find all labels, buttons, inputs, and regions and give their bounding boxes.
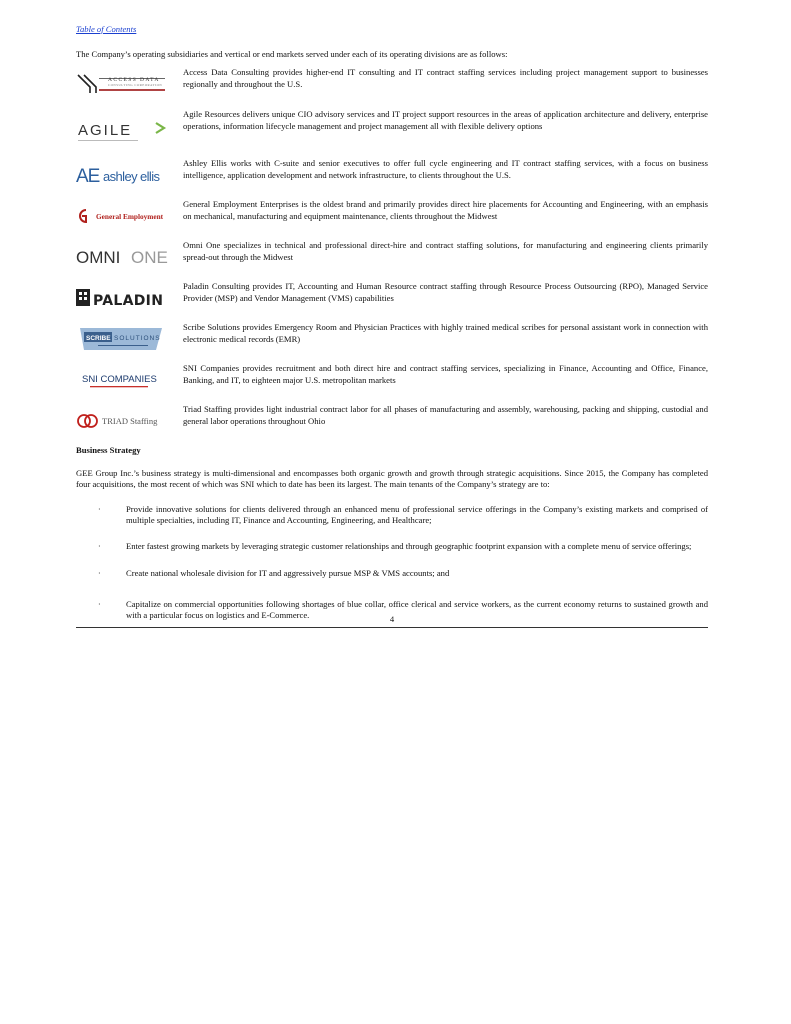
access-data-logo-mark xyxy=(76,73,166,95)
general-employment-logo xyxy=(76,199,183,233)
bullet-text: Create national wholesale division for IT and aggressively pursue MSP & VMS accounts; and xyxy=(126,567,450,578)
access-data-logo xyxy=(76,67,183,101)
bullet-text: Capitalize on commercial opportunities following shortages of blue collar, office clerical and service workers, as the current economy returns to sustained growth and with a particular focus on logistics and E-Commerce. xyxy=(126,598,708,621)
sni-logo-text: SNI COMPANIES xyxy=(82,374,157,386)
triad-staffing-logo-mark xyxy=(76,410,176,432)
subsidiary-general-employment xyxy=(76,199,708,233)
omni-logo-text: OMNI xyxy=(76,248,121,268)
access-data-logo-sub: CONSULTING CORPORATION xyxy=(108,83,163,88)
scribe-logo-text: SCRIBE xyxy=(86,335,111,343)
solutions-logo-text: SOLUTIONS xyxy=(114,335,161,343)
omni-one-logo xyxy=(76,240,183,274)
sni-companies-logo-mark xyxy=(76,369,176,391)
bullet-text: Enter fastest growing markets by leveraging strategic customer relationships and through geographic footprint expansion with a complete menu of service offerings; xyxy=(126,541,692,552)
triad-staffing-logo xyxy=(76,404,183,438)
scribe-solutions-description: Scribe Solutions provides Emergency Room and Physician Practices with highly trained medical scribes for personal assistant work in connection with electronic medical records (EMR) xyxy=(183,322,708,344)
document-page xyxy=(76,24,708,636)
ashley-ellis-logo-text: ashley ellis xyxy=(103,169,160,185)
sni-companies-description: SNI Companies provides recruitment and both direct hire and contract staffing services, specializing in Finance, Accounting and Office, Finance, Banking, and IT, to eighteen major U.S. metropolitan markets xyxy=(183,363,708,385)
agile-logo-text: AGILE xyxy=(78,122,133,140)
access-data-logo-text: ACCESS DATA xyxy=(108,77,160,84)
sni-companies-logo xyxy=(76,363,183,397)
subsidiary-ashley-ellis xyxy=(76,158,708,192)
general-employment-logo-mark xyxy=(76,205,176,227)
paladin-logo-text: PALADIN xyxy=(93,293,164,310)
intro-text: The Company’s operating subsidiaries and vertical or end markets served under each of its operating divisions are as follows: xyxy=(76,49,508,60)
ashley-ellis-logo-mark xyxy=(76,162,176,188)
scribe-solutions-logo xyxy=(76,322,183,356)
subsidiary-paladin xyxy=(76,281,708,315)
business-strategy-heading: Business Strategy xyxy=(76,445,141,456)
agile-logo-mark xyxy=(76,115,176,145)
bullet-marker: · xyxy=(98,568,101,578)
general-employment-description: General Employment Enterprises is the oldest brand and primarily provides direct hire placements for Accounting and Engineering, with an emphasis on mechanical, manufacturing and equipment maintenance, clients throughout the Midwest xyxy=(183,199,708,221)
subsidiary-access-data xyxy=(76,67,708,101)
paladin-description: Paladin Consulting provides IT, Accounting and Human Resource contract staffing through Resource Process Outsourcing (RPO), Managed Service Provider (MSP) and Vendor Management (VMS) capabilities xyxy=(183,281,708,303)
subsidiary-sni-companies xyxy=(76,363,708,397)
table-of-contents-link[interactable]: Table of Contents xyxy=(76,24,137,34)
one-logo-text: ONE xyxy=(131,248,168,268)
footer-divider xyxy=(76,627,708,628)
paladin-logo-mark xyxy=(76,286,176,310)
paladin-logo xyxy=(76,281,183,315)
page-number: 4 xyxy=(389,614,395,624)
triad-logo-text: TRIAD Staffing xyxy=(102,416,158,427)
agile-logo xyxy=(76,109,183,151)
ashley-ellis-logo-initials: AE xyxy=(76,166,100,188)
subsidiary-scribe-solutions xyxy=(76,322,708,356)
agile-description: Agile Resources delivers unique CIO advisory services and IT project support resources in the areas of application architecture and delivery, enterprise operations, information lifecycle management and project management all with flexible delivery options xyxy=(183,109,708,131)
bullet-marker: · xyxy=(98,599,101,609)
omni-one-description: Omni One specializes in technical and professional direct-hire and contract staffing solutions, for manufacturing and engineering clients primarily spread-out through the Midwest xyxy=(183,240,708,262)
triad-staffing-description: Triad Staffing provides light industrial contract labor for all phases of manufacturing and assembly, warehousing, packing and shipping, custodial and general labor operations throughout Ohio xyxy=(183,404,708,426)
scribe-solutions-logo-mark xyxy=(76,326,176,352)
bullet-marker: · xyxy=(98,505,101,515)
list-item xyxy=(98,568,708,579)
strategy-bullet-list xyxy=(76,504,708,621)
access-data-description: Access Data Consulting provides higher-end IT consulting and IT contract staffing services including project management support to businesses regionally and throughout the U.S. xyxy=(183,67,708,89)
general-employment-logo-text: General Employment xyxy=(96,212,164,222)
omni-one-logo-mark xyxy=(76,246,176,268)
bullet-text: Provide innovative solutions for clients delivered through an enhanced menu of professional service offerings in the Company’s existing markets and comprised of multiple specialties, including IT, Finance and Accounting, Engineering, and Healthcare; xyxy=(126,504,708,526)
subsidiary-triad-staffing xyxy=(76,404,708,438)
ashley-ellis-logo xyxy=(76,158,183,192)
ashley-ellis-description: Ashley Ellis works with C-suite and senior executives to offer full cycle engineering and IT contract staffing services, with a focus on business intelligence, application development and network infrastructure, to clients throughout the U.S. xyxy=(183,158,708,180)
subsidiary-omni-one xyxy=(76,240,708,274)
subsidiary-list xyxy=(76,67,708,438)
list-item xyxy=(98,541,708,552)
business-strategy-paragraph: GEE Group Inc.’s business strategy is multi-dimensional and encompasses both organic growth and growth through strategic acquisitions. Since 2015, the Company has completed four acquisitions, the most recent of which was SNI which to date has been its largest. The main tenants of the Company’s strategy are to: xyxy=(76,467,708,489)
bullet-marker: · xyxy=(98,542,101,552)
subsidiary-agile xyxy=(76,109,708,151)
list-item xyxy=(98,504,708,526)
